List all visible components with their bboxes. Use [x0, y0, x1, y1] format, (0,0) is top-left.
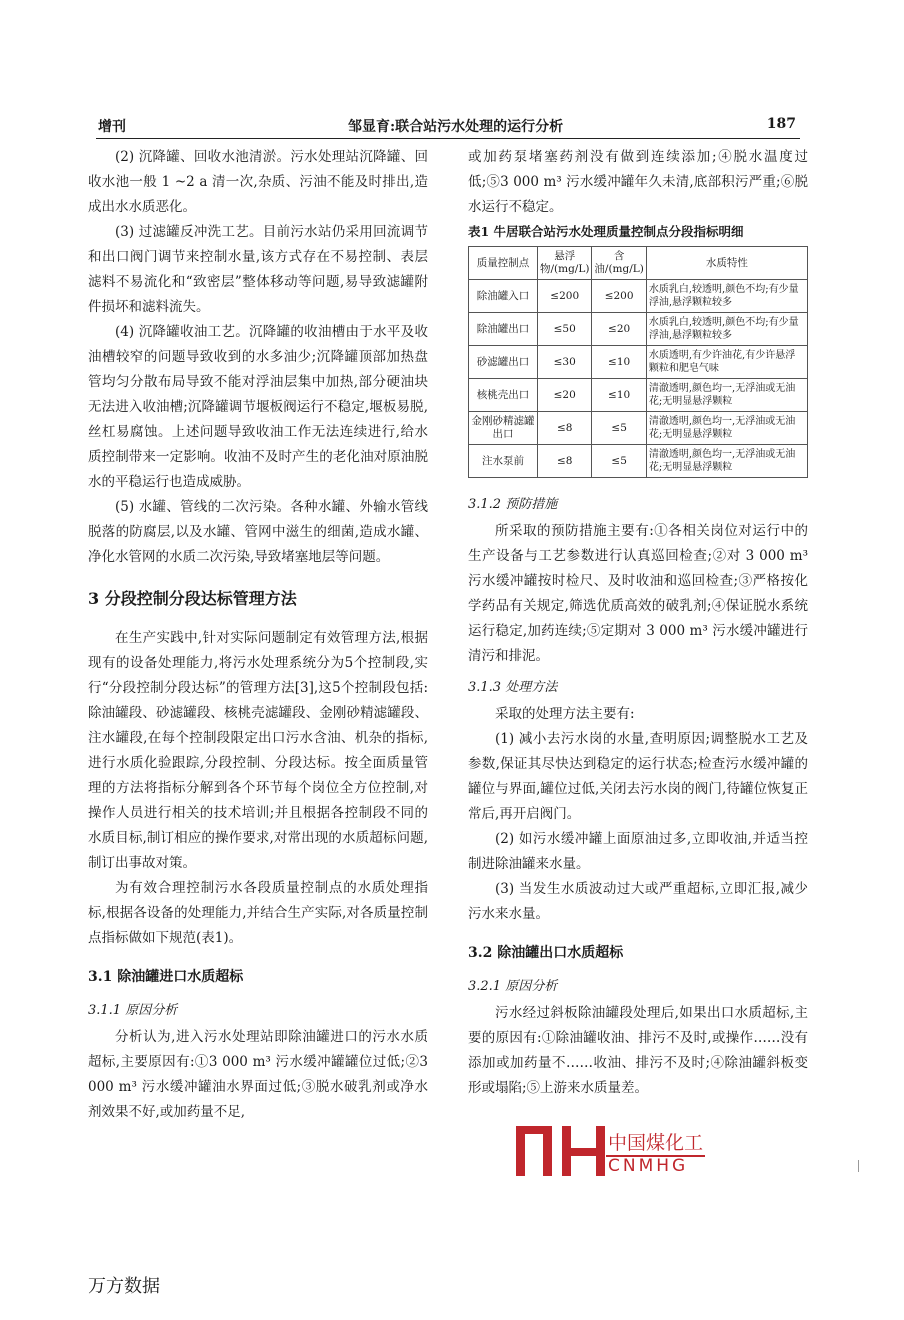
section-3-2-heading: 3.2 除油罐出口水质超标 [468, 945, 624, 961]
cell-suspended-solids: ≤20 [538, 379, 592, 412]
cell-oil-content: ≤5 [592, 445, 646, 478]
paragraph-outlet-cause: 污水经过斜板除油罐段处理后,如果出口水质超标,主要的原因有:①除油罐收油、排污不及时,或操作……没有添加或加药量不……收油、排污不及时;④除油罐斜板变形或塌陷;⑤上游来水质量差。 [468, 1005, 808, 1096]
cell-water-quality: 水质乳白,较透明,颜色不均;有少量浮油,悬浮颗粒较多 [646, 313, 807, 346]
cell-control-point: 金刚砂精滤罐出口 [469, 412, 538, 445]
table-row [469, 313, 808, 346]
section-3-1-heading: 3.1 除油罐进口水质超标 [88, 969, 244, 985]
paragraph-method-3: (3) 当发生水质波动过大或严重超标,立即汇报,减少污水来水量。 [468, 881, 808, 922]
cell-water-quality: 水质乳白,较透明,颜色不均;有少量浮油,悬浮颗粒较多 [646, 280, 807, 313]
section-3-1-3-heading: 3.1.3 处理方法 [468, 680, 558, 695]
cell-control-point: 注水泵前 [469, 445, 538, 478]
header-water-quality: 水质特性 [646, 247, 807, 280]
watermark [512, 1122, 718, 1180]
article-running-title: 邹显育:联合站污水处理的运行分析 [348, 119, 564, 135]
paragraph-oil-collection: (4) 沉降罐收油工艺。沉降罐的收油槽由于水平及收油槽较窄的问题导致收到的水多油少;沉降罐顶部加热盘管均匀分散布局导致不能对浮油层集中加热,部分硬油块无法进入收油槽;沉降罐调节堰板阀运行不稳定,堰板易脱,丝杠易腐蚀。上述问题导致收油工作无法连续进行,给水质控制带来一定影响。收油不及时产生的老化油对原油脱水的平稳运行也造成威胁。 [88, 324, 428, 490]
paragraph-indicator-regulation: 为有效合理控制污水各段质量控制点的水质处理指标,根据各设备的处理能力,并结合生产实际,对各质量控制点指标做如下规范(表1)。 [88, 880, 428, 946]
header-suspended-solids: 悬浮物/(mg/L) [538, 247, 592, 280]
table-row [469, 379, 808, 412]
paragraph-methods-intro: 采取的处理方法主要有: [495, 706, 635, 722]
cell-suspended-solids: ≤200 [538, 280, 592, 313]
paragraph-cause-continued: 或加药泵堵塞药剂没有做到连续添加;④脱水温度过低;⑤3 000 m³ 污水缓冲罐年久未清,底部积污严重;⑥脱水运行不稳定。 [468, 149, 808, 215]
header-control-point: 质量控制点 [469, 247, 538, 280]
table-1-caption: 表1 牛居联合站污水处理质量控制点分段指标明细 [468, 224, 744, 239]
cell-suspended-solids: ≤8 [538, 412, 592, 445]
cell-control-point: 砂滤罐出口 [469, 346, 538, 379]
section-3-2-1-heading: 3.2.1 原因分析 [468, 979, 558, 994]
watermark-name-cn: 中国煤化工 [606, 1128, 705, 1157]
section-3-heading: 3 分段控制分段达标管理方法 [88, 589, 297, 608]
table-header-row [469, 247, 808, 280]
cell-oil-content: ≤200 [592, 280, 646, 313]
cell-water-quality: 清澈透明,颜色均一,无浮油或无油花;无明显悬浮颗粒 [646, 412, 807, 445]
page-edge-mark [858, 1160, 859, 1172]
cell-suspended-solids: ≤8 [538, 445, 592, 478]
paragraph-inlet-cause: 分析认为,进入污水处理站即除油罐进口的污水水质超标,主要原因有:①3 000 m³ 污水缓冲罐罐位过低;②3 000 m³ 污水缓冲罐油水界面过低;③脱水破乳剂或净水剂效果不好,或加药量不足, [88, 1029, 428, 1120]
footer-source: 万方数据 [88, 1276, 160, 1297]
cell-suspended-solids: ≤30 [538, 346, 592, 379]
cell-water-quality: 清澈透明,颜色均一,无浮油或无油花;无明显悬浮颗粒 [646, 445, 807, 478]
cell-oil-content: ≤5 [592, 412, 646, 445]
paragraph-management-method: 在生产实践中,针对实际问题制定有效管理方法,根据现有的设备处理能力,将污水处理系统分为5个控制段,实行“分段控制分段达标”的管理方法[3],这5个控制段包括:除油罐段、砂滤罐段、核桃壳滤罐段、金刚砂精滤罐段、注水罐段,在每个控制段限定出口污水含油、机杂的指标,进行水质化验跟踪,分段控制、分段达标。按全面质量管理的方法将指标分解到各个环节每个岗位全方位控制,对操作人员进行相关的技术培训;并且根据各控制段不同的水质目标,制订相应的操作要求,对常出现的水质超标问题,制订出事故对策。 [88, 630, 428, 871]
page-number: 187 [766, 116, 796, 132]
cell-water-quality: 水质透明,有少许油花,有少许悬浮颗粒和肥皂气味 [646, 346, 807, 379]
running-header [96, 116, 796, 134]
left-column [88, 145, 428, 1125]
section-3-1-1-heading: 3.1.1 原因分析 [88, 1003, 178, 1018]
watermark-name-en: CNMHG [608, 1156, 689, 1176]
table-row [469, 445, 808, 478]
table-row [469, 412, 808, 445]
journal-issue-label: 增刊 [98, 119, 126, 135]
right-column [468, 145, 808, 1101]
paragraph-filter-backwash: (3) 过滤罐反冲洗工艺。目前污水站仍采用回流调节和出口阀门调节来控制水量,该方式存在不易控制、表层滤料不易流化和“致密层”整体移动等问题,易导致滤罐附件损坏和滤料流失。 [88, 224, 428, 315]
cell-oil-content: ≤10 [592, 379, 646, 412]
paragraph-method-2: (2) 如污水缓冲罐上面原油过多,立即收油,并适当控制进除油罐来水量。 [468, 831, 808, 872]
paragraph-settling-tank-cleaning: (2) 沉降罐、回收水池清淤。污水处理站沉降罐、回收水池一般 1 ~2 a 清一次,杂质、污油不能及时排出,造成出水水质恶化。 [88, 149, 428, 215]
cell-oil-content: ≤10 [592, 346, 646, 379]
paragraph-method-1: (1) 减小去污水岗的水量,查明原因;调整脱水工艺及参数,保证其尽快达到稳定的运行状态;检查污水缓冲罐的罐位与界面,罐位过低,关闭去污水岗的阀门,待罐位恢复正常后,再开启阀门。 [468, 731, 808, 822]
paragraph-secondary-pollution: (5) 水罐、管线的二次污染。各种水罐、外输水管线脱落的防腐层,以及水罐、管网中滋生的细菌,造成水罐、净化水管网的水质二次污染,导致堵塞地层等问题。 [88, 499, 428, 565]
paragraph-prevention: 所采取的预防措施主要有:①各相关岗位对运行中的生产设备与工艺参数进行认真巡回检查;②对 3 000 m³ 污水缓冲罐按时检尺、及时收油和巡回检查;③严格按化学药品有关规定,筛选优质高效的破乳剂;④保证脱水系统运行稳定,加药连续;⑤定期对 3 000 m³ 污水缓冲罐进行清污和排泥。 [468, 523, 808, 664]
table-row [469, 280, 808, 313]
cnmhg-logo-icon [512, 1122, 612, 1180]
cell-control-point: 除油罐出口 [469, 313, 538, 346]
cell-control-point: 核桃壳出口 [469, 379, 538, 412]
quality-control-table [468, 246, 808, 478]
cell-oil-content: ≤20 [592, 313, 646, 346]
cell-control-point: 除油罐入口 [469, 280, 538, 313]
section-3-1-2-heading: 3.1.2 预防措施 [468, 497, 558, 512]
cell-suspended-solids: ≤50 [538, 313, 592, 346]
header-rule [96, 138, 800, 139]
table-row [469, 346, 808, 379]
header-oil-content: 含油/(mg/L) [592, 247, 646, 280]
cell-water-quality: 清澈透明,颜色均一,无浮油或无油花;无明显悬浮颗粒 [646, 379, 807, 412]
